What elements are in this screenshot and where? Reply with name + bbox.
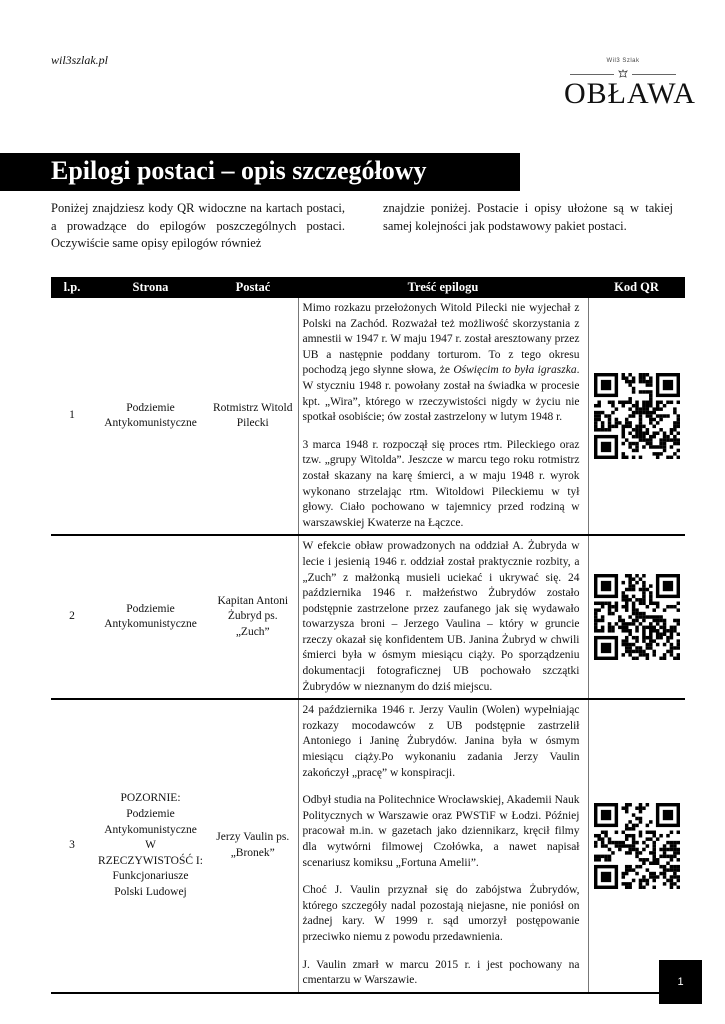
epilogue-paragraph: Choć J. Vaulin przyznał się do zabójstwa Żubrydów, którego szczegóły nadal pozostają niejasne, nie poniósł on żadnej kary. W 1999 r. sąd umorzył postępowanie przeciwko niemu z powodu przedawnienia. [302,884,580,943]
cell-qr [588,298,685,535]
cell-lp: 1 [51,298,93,535]
strona-line: Podziemie Antykomunistyczne [104,808,197,836]
logo-small-text: Wil3 Szlak [606,58,640,64]
cell-strona: Podziemie Antykomunistyczne [93,298,208,535]
qr-code-icon[interactable] [594,373,680,459]
header-postac: Postać [208,277,298,298]
intro-right: znajdzie poniżej. Postacie i opisy ułożone są w takiej samej kolejności jak podstawowy pakiet postaci. [383,201,673,233]
header-tresc: Treść epilogu [298,277,588,298]
cell-postac: Rotmistrz Witold Pilecki [208,298,298,535]
strona-line: W RZECZYWISTOŚĆ I: [98,839,203,867]
logo [564,52,696,112]
cell-lp: 3 [51,699,93,993]
cell-postac: Jerzy Vaulin ps. „Bronek” [208,699,298,993]
header-strona: Strona [93,277,208,298]
page-number: 1 [659,960,702,1004]
cell-tresc [298,298,588,535]
logo-rule-left [570,74,614,75]
qr-code-icon[interactable] [594,803,680,889]
cell-qr [588,535,685,699]
cell-tresc [298,535,588,699]
header-lp: l.p. [51,277,93,298]
title-bar [0,153,520,191]
cell-postac: Kapitan Antoni Żubryd ps. „Zuch” [208,535,298,699]
intro-left: Poniżej znajdziesz kody QR widoczne na kartach postaci, a prowadzące do epilogów poszczególnych postaci. Oczywiście same opisy epilogów również [51,201,345,250]
header-kod-qr: Kod QR [588,277,685,298]
logo-rule-right [632,74,676,75]
epilogue-paragraph: 3 marca 1948 r. rozpoczął się proces rtm. Pileckiego oraz tzw. „grupy Witolda”. Jeszcze w marcu tego roku rotmistrz został skazany na karę śmierci, a w maju 1948 r. wyrok wykonano strzelając rtm. Witoldowi Pileckiemu w tył głowy. Ciało pochowano w tajemnicy przed rodziną w warszawskiej Kwaterze na Łączce. [302,438,580,529]
epilogue-paragraph: J. Vaulin zmarł w marcu 2015 r. i jest pochowany na cmentarzu w Warszawie. [302,958,580,987]
table-header-row [51,277,685,298]
logo-main-text: OBŁAWA [564,77,696,110]
cell-strona: Podziemie Antykomunistyczne [93,535,208,699]
cell-lp: 2 [51,535,93,699]
table-row [51,699,685,993]
page-title: Epilogi postaci – opis szczegółowy [51,156,427,185]
qr-code-icon[interactable] [594,574,680,660]
epilogue-paragraph: W efekcie obław prowadzonych na oddział A. Żubryda w lecie i jesienią 1946 r. oddział został praktycznie rozbity, a „Zuch” z małżonką musieli uciekać i ukrywać się. 24 października 1946 r. małżeństwo Żubrydów zostało podstępnie zastrzelone przez zaufanego jak się wydawało towarzysza broni – Jerzego Vaulina – który w gruncie rzeczy okazał się konfidentem UB. Janina Żubryd w chwili śmierci była w ósmym miesiącu ciąży. Po sporządzeniu dokumentacji fotograficznej UB pochowało szczątki Żubrydów w nieznanym do dziś miejscu. [302,540,580,693]
strona-line: POZORNIE: [120,792,181,805]
quote: Oświęcim to była igraszka [453,364,577,377]
table-row [51,535,685,699]
table-row [51,298,685,535]
site-url: wil3szlak.pl [51,53,109,67]
cell-tresc [298,699,588,993]
strona-line: Funkcjonariusze Polski Ludowej [112,870,189,898]
cell-qr [588,699,685,993]
epilogue-paragraph: 24 października 1946 r. Jerzy Vaulin (Wolen) wypełniając rozkazy mocodawców z UB podstępnie zastrzelił Antoniego i Janinę Żubrydów. Janina była w ósmym miesiącu ciąży.Po wykonaniu zadania Jerzy Vaulin zakończył „pracę” w konspiracji. [302,704,580,779]
epilogue-paragraph: Mimo rozkazu przełożonych Witold Pilecki nie wyjechał z Polski na Zachód. Rozważał też możliwość skorzystania z amnestii w 1947 r. W maju 1947 r. został aresztowany przez UB a następnie poddany torturom. To z tego okresu pochodzą jego słynne słowa, że Oświęcim to była igraszka. W styczniu 1948 r. powołany został na świadka w procesie kpt. „Wira”, którego w rzeczywistości nigdy w życiu nie spotkał osobiście; ów został zastrzelony w lutym 1948 r. [302,302,580,424]
cell-strona [93,699,208,993]
epilogues-table [51,277,685,994]
epilogue-paragraph: Odbył studia na Politechnice Wrocławskiej, Akademii Nauk Politycznych w Warszawie oraz PWSTiF w Łodzi. Później pracował m.in. w gazetach jako dziennikarz, kręcił filmy dla wytwórni filmowej Czołówka, a nawet napisał scenariusz komiksu „Fortuna Amelii”. [302,794,580,869]
